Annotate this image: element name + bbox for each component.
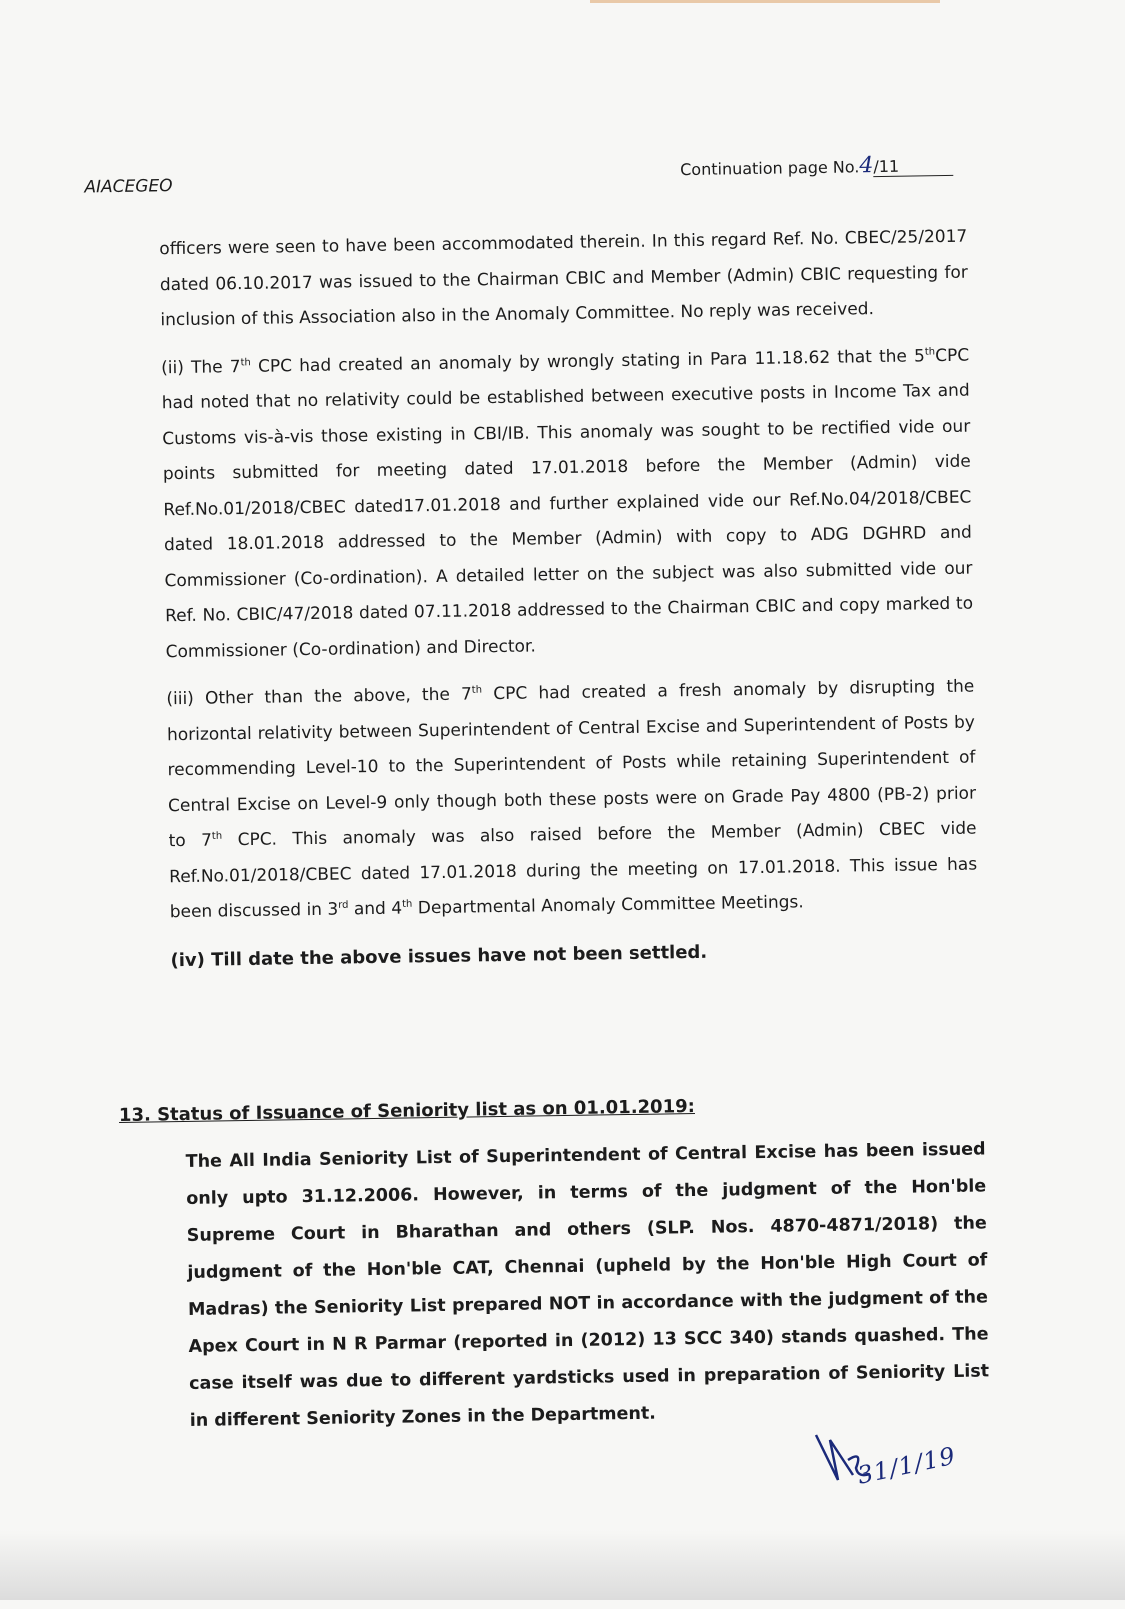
section-13-heading: 13. Status of Issuance of Seniority list as on 01.01.2019: bbox=[118, 1095, 696, 1127]
text: Departmental Anomaly Committee Meetings. bbox=[412, 892, 804, 919]
text: CPC. This anomaly was also raised before the Member (Admin) CBEC vide Ref.No.01/2018/CBEC dated 17.01.2018 during the meeting on 17.01.2018. This issue has been discussed in 3 bbox=[169, 818, 978, 923]
superscript: th bbox=[211, 830, 223, 842]
text: and 4 bbox=[348, 898, 403, 920]
superscript: th bbox=[471, 684, 483, 696]
paragraph-iv: (iv) Till date the above issues have not been settled. bbox=[170, 941, 708, 971]
superscript: th bbox=[240, 356, 251, 368]
signature-date: 31/1/19 bbox=[855, 1441, 959, 1490]
body-text bbox=[159, 220, 979, 991]
superscript: rd bbox=[338, 899, 349, 911]
page-total: /11 bbox=[873, 156, 953, 177]
text: CPC had noted that no relativity could be established between executive posts in Income Tax and Customs vis-à-vis those existing in CBI/IB. This anomaly was sought to be rectified vide our points submitted for meeting dated 17.01.2018 before the Member (Admin) vide Ref.No.01/2018/CBEC dated17.01.2018 and further explained vide our Ref.No.04/2018/CBEC dated 18.01.2018 addressed to the Member (Admin) with copy to ADG DGHRD and Commissioner (Co-ordination). A detailed letter on the subject was also submitted vide our Ref. No. CBIC/47/2018 dated 07.11.2018 addressed to the Chairman CBIC and copy marked to Commissioner (Co-ordination) and Director. bbox=[161, 345, 974, 662]
scan-shadow bbox=[0, 1530, 1125, 1600]
paragraph-1: officers were seen to have been accommodated therein. In this regard Ref. No. CBEC/25/2017 dated 06.10.2017 was issued to the Chairman CBIC and Member (Admin) CBIC requesting for inclusion of this Association also in the Anomaly Committee. No reply was received. bbox=[159, 226, 968, 331]
handwritten-page-number: 4 bbox=[859, 153, 874, 179]
continuation-label: Continuation page No. bbox=[680, 157, 860, 180]
section-13-text: The All India Seniority List of Superintendent of Central Excise has been issued only upto 31.12.2006. However, in terms of the judgment of the Hon'ble Supreme Court in Bharathan and others (SLP. Nos. 4870-4871/2018) the judgment of the Hon'ble CAT, Chennai (upheld by the Hon'ble High Court of Madras) the Seniority List prepared NOT in accordance with the judgment of the Apex Court in N R Parmar (reported in (2012) 13 SCC 340) stands quashed. The case itself was due to different yardsticks used in preparation of Seniority List in different Seniority Zones in the Department. bbox=[185, 1139, 990, 1431]
paragraph-ii bbox=[161, 338, 974, 670]
paragraph-iii bbox=[166, 670, 978, 931]
superscript: th bbox=[924, 345, 936, 358]
text: CPC had created a fresh anomaly by disrupting the horizontal relativity between Superintendent of Central Excise and Superintendent of Posts by recommending Level-10 to the Superintendent of Posts while retaining Superintendent of Central Excise on Level-9 only though both these posts were on Grade Pay 4800 (PB-2) prior to 7 bbox=[166, 676, 977, 852]
text: CPC had created an anomaly by wrongly stating in Para 11.18.62 that the 5 bbox=[250, 345, 926, 377]
text: (ii) The 7 bbox=[161, 356, 241, 378]
text: (iii) Other than the above, the 7 bbox=[166, 684, 472, 710]
continuation-page-number bbox=[680, 152, 954, 181]
organization-name: AIACEGEO bbox=[84, 176, 173, 198]
superscript: th bbox=[401, 898, 413, 910]
